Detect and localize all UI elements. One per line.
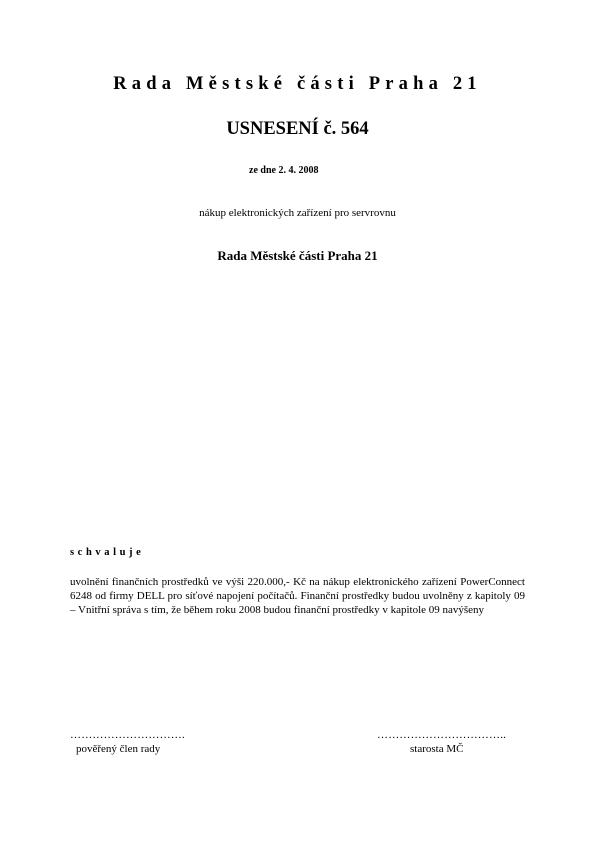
right-signature-label: starosta MČ	[410, 743, 464, 755]
resolution-body-text: uvolnění finančních prostředků ve výši 220.000,- Kč na nákup elektronického zařízení PowerConnect 6248 od firmy DELL pro síťové napojení počítačů. Finanční prostředky budou uvolněny z kapitoly 09 – Vnitřní správa s tím, že během roku 2008 budou finanční prostředky v kapitole 09 navýšeny	[70, 576, 525, 617]
council-subheading: Rada Městské části Praha 21	[217, 248, 378, 263]
resolution-subject: nákup elektronických zařízení pro servrovnu	[199, 207, 396, 219]
left-signature-line: ………………………….	[70, 729, 185, 741]
council-heading: Rada Městské části Praha 21	[113, 74, 482, 94]
resolution-date: ze dne 2. 4. 2008	[249, 165, 319, 176]
approves-label: schvaluje	[70, 547, 145, 558]
left-signature-label: pověřený člen rady	[76, 743, 161, 755]
resolution-title: USNESENÍ č. 564	[226, 119, 369, 139]
right-signature-line: ……………………………..	[377, 729, 507, 741]
